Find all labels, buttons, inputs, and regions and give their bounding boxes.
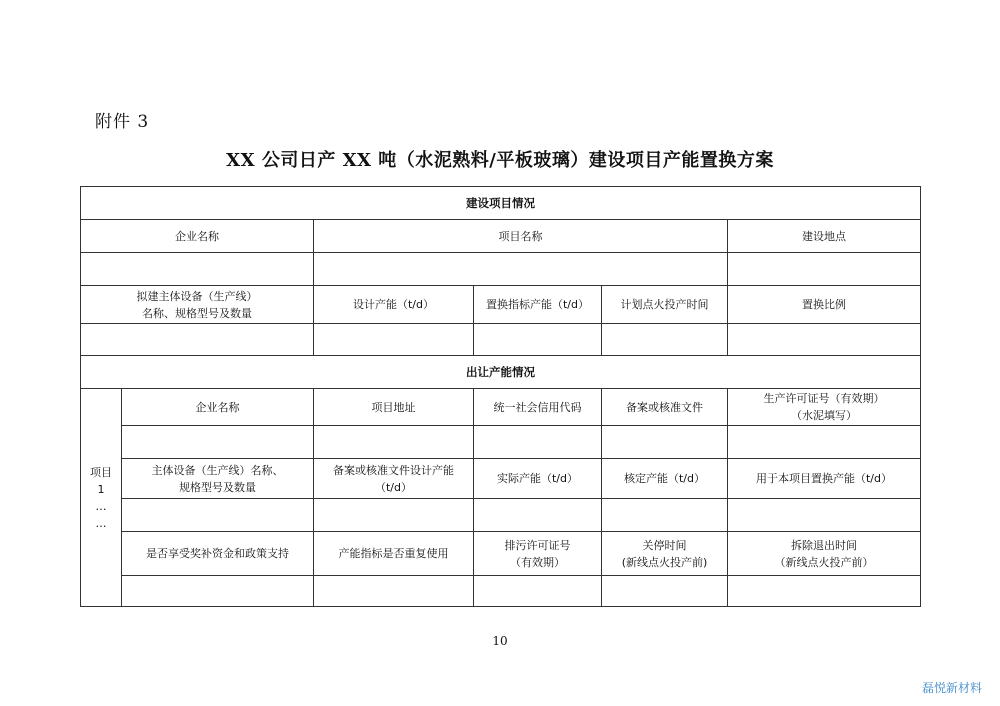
header-demolish-time-line1: 拆除退出时间 xyxy=(791,538,857,552)
page-number: 10 xyxy=(492,634,508,648)
header-filed-design-capacity-line1: 备案或核准文件设计产能 xyxy=(333,463,454,477)
input-cell-project-address[interactable] xyxy=(314,426,474,459)
input-cell-replacement-quota-capacity[interactable] xyxy=(474,324,602,356)
input-cell-production-license[interactable] xyxy=(728,426,921,459)
header-construction-location: 建设地点 xyxy=(728,220,921,253)
header-project-name: 项目名称 xyxy=(314,220,728,253)
header-filing-document: 备案或核准文件 xyxy=(602,389,728,426)
header-filed-design-capacity-line2: （t/d） xyxy=(374,480,412,494)
header-shutdown-time-line1: 关停时间 xyxy=(642,538,687,552)
project-ellipsis-2: … xyxy=(95,516,107,530)
input-cell-discharge-permit[interactable] xyxy=(474,576,602,607)
header-production-license xyxy=(728,389,921,426)
input-cell-shutdown-time[interactable] xyxy=(602,576,728,607)
project-ellipsis-1: … xyxy=(95,499,107,513)
input-cell-demolish-time[interactable] xyxy=(728,576,921,607)
header-transfer-enterprise-name: 企业名称 xyxy=(122,389,314,426)
input-cell-main-equipment[interactable] xyxy=(122,499,314,532)
header-design-capacity: 设计产能（t/d） xyxy=(314,286,474,324)
header-planned-equipment xyxy=(81,286,314,324)
input-cell-subsidy-support[interactable] xyxy=(122,576,314,607)
header-production-license-line2: （水泥填写） xyxy=(791,409,857,422)
header-demolish-time-line2: （新线点火投产前） xyxy=(774,555,874,569)
header-project-address: 项目地址 xyxy=(314,389,474,426)
header-discharge-permit-line2: （有效期） xyxy=(510,555,565,569)
input-cell-planned-ignition-time[interactable] xyxy=(602,324,728,356)
header-capacity-for-replacement: 用于本项目置换产能（t/d） xyxy=(728,459,921,499)
document-title: XX 公司日产 XX 吨（水泥熟料/平板玻璃）建设项目产能置换方案 xyxy=(226,150,774,171)
input-cell-construction-location[interactable] xyxy=(728,253,921,286)
header-production-license-line1: 生产许可证号（有效期） xyxy=(763,392,885,405)
input-cell-replacement-ratio[interactable] xyxy=(728,324,921,356)
header-enterprise-name: 企业名称 xyxy=(81,220,314,253)
project-1-label-text: 项目 1 xyxy=(90,465,112,496)
input-cell-quota-reused[interactable] xyxy=(314,576,474,607)
header-main-equipment xyxy=(122,459,314,499)
input-cell-credit-code[interactable] xyxy=(474,426,602,459)
capacity-replacement-table xyxy=(80,186,921,607)
header-planned-ignition-time: 计划点火投产时间 xyxy=(602,286,728,324)
input-cell-approved-capacity[interactable] xyxy=(602,499,728,532)
header-approved-capacity: 核定产能（t/d） xyxy=(602,459,728,499)
construction-section-title: 建设项目情况 xyxy=(81,187,921,220)
header-planned-equipment-line2: 名称、规格型号及数量 xyxy=(142,306,252,320)
watermark: 磊悦新材料 xyxy=(921,681,982,695)
header-shutdown-time-line2: (新线点火投产前) xyxy=(621,555,708,569)
header-replacement-quota-capacity: 置换指标产能（t/d） xyxy=(474,286,602,324)
project-1-label xyxy=(81,389,122,607)
input-cell-filed-design-capacity[interactable] xyxy=(314,499,474,532)
header-discharge-permit xyxy=(474,532,602,576)
transfer-section-title: 出让产能情况 xyxy=(81,356,921,389)
input-cell-transfer-enterprise-name[interactable] xyxy=(122,426,314,459)
input-cell-enterprise-name[interactable] xyxy=(81,253,314,286)
input-cell-filing-document[interactable] xyxy=(602,426,728,459)
header-actual-capacity: 实际产能（t/d） xyxy=(474,459,602,499)
input-cell-actual-capacity[interactable] xyxy=(474,499,602,532)
header-main-equipment-line2: 规格型号及数量 xyxy=(179,480,256,494)
header-demolish-time xyxy=(728,532,921,576)
input-cell-capacity-for-replacement[interactable] xyxy=(728,499,921,532)
attachment-label: 附件 3 xyxy=(95,112,150,132)
header-credit-code: 统一社会信用代码 xyxy=(474,389,602,426)
input-cell-project-name[interactable] xyxy=(314,253,728,286)
header-subsidy-support: 是否享受奖补资金和政策支持 xyxy=(122,532,314,576)
header-planned-equipment-line1: 拟建主体设备（生产线） xyxy=(136,289,258,303)
header-quota-reused: 产能指标是否重复使用 xyxy=(314,532,474,576)
header-shutdown-time xyxy=(602,532,728,576)
header-filed-design-capacity xyxy=(314,459,474,499)
header-discharge-permit-line1: 排污许可证号 xyxy=(504,538,571,552)
header-replacement-ratio: 置换比例 xyxy=(728,286,921,324)
header-main-equipment-line1: 主体设备（生产线）名称、 xyxy=(151,463,284,477)
input-cell-design-capacity[interactable] xyxy=(314,324,474,356)
input-cell-planned-equipment[interactable] xyxy=(81,324,314,356)
